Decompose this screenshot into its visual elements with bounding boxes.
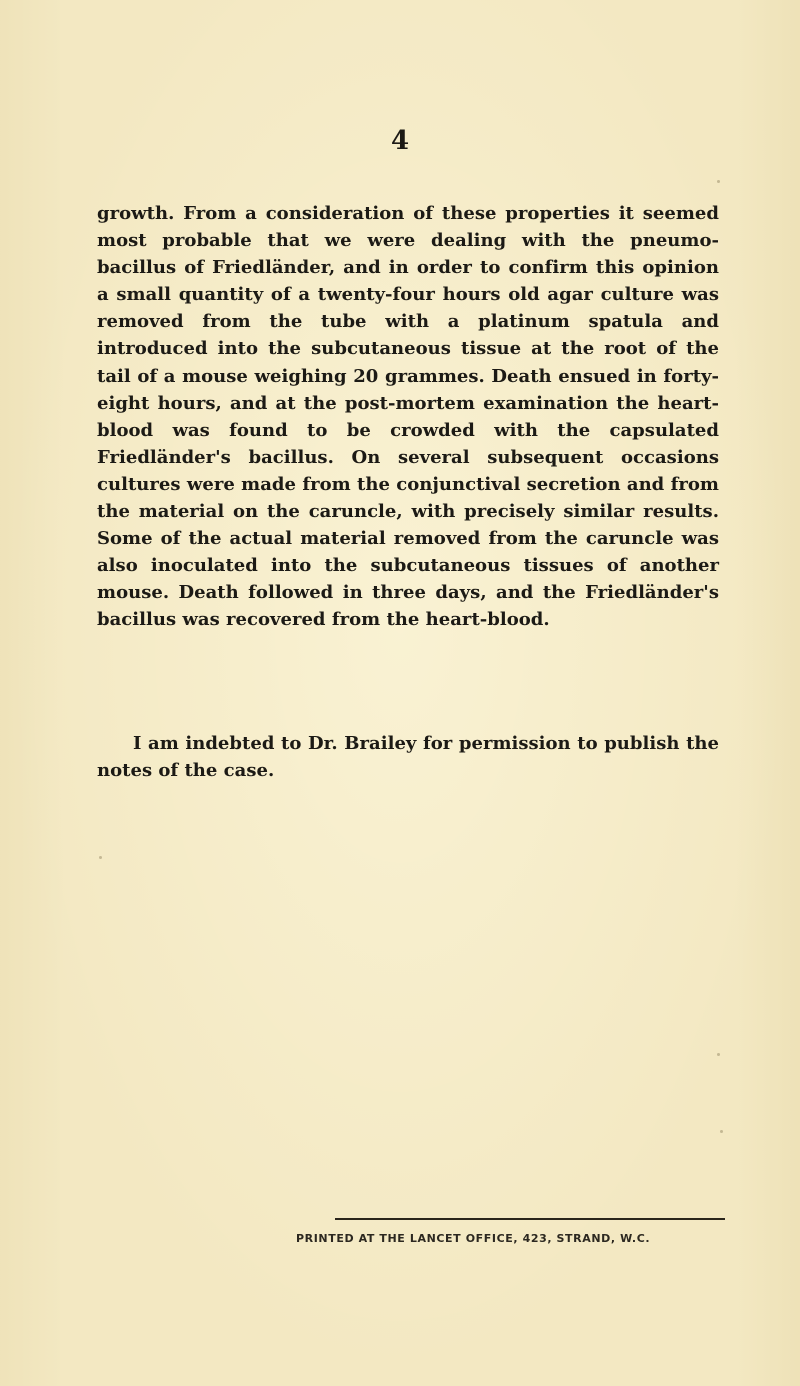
- page-number: 4: [390, 126, 410, 156]
- paper-speck: [99, 856, 102, 859]
- printer-imprint: PRINTED AT THE LANCET OFFICE, 423, STRAND, W.C.: [296, 1232, 651, 1245]
- paper-speck: [720, 1130, 723, 1133]
- paper-speck: [717, 180, 720, 183]
- body-paragraph-2: I am indebted to Dr. Brailey for permission to publish the notes of the case.: [97, 733, 719, 782]
- paper-speck: [717, 1053, 720, 1056]
- footer-rule: [335, 1218, 725, 1220]
- body-paragraph-1: growth. From a consideration of these properties it seemed most probable that we were dealing with the pneumo-bacillus of Friedländer, and in order to confirm this opinion a small quantity of a twenty-four hours old agar culture was removed from the tube with a platinum spatula and introduced into the subcutaneous tissue at the root of the tail of a mouse weighing 20 grammes. Death ensued in forty-eight hours, and at the post-mortem examination the heart-blood was found to be crowded with the capsulated Friedländer's bacillus. On several subsequent occasions cultures were made from the conjunctival secretion and from the material on the caruncle, with precisely similar results. Some of the actual material removed from the caruncle was also inoculated into the subcutaneous tissues of another mouse. Death followed in three days, and the Friedländer's bacillus was recovered from the heart-blood.: [97, 203, 719, 631]
